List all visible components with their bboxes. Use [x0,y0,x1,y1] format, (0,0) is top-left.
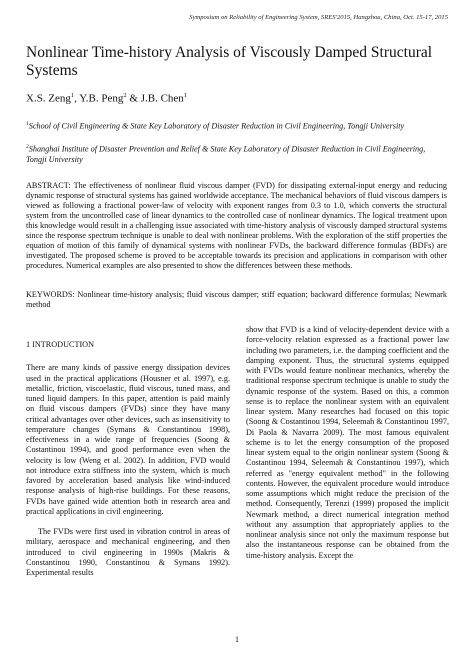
body-paragraph: The FVDs were first used in vibration control in areas of military, aerospace and mechanical engineering, and then introduced to civil engineering in 1990s (Makris & Constantinou 1990, Constantinou & Symans 1992). Experimental results [26,527,230,577]
author-separator: , [74,92,80,105]
author: J.B. Chen [140,92,184,105]
author-affiliation-mark: 1 [183,92,188,99]
affiliation-1 [26,119,446,132]
page-number: 1 [235,635,239,644]
author: Y.B. Peng [79,92,124,105]
paper-title: Nonlinear Time-history Analysis of Viscously Damped Structural Systems [26,44,433,79]
body-paragraph: show that FVD is a kind of velocity-dependent device with a force-velocity relation expressed as a fractional power law including two parameters, i.e. the damping coefficient and the damping exponent. Thus, the structural systems equipped with FVDs would feature nonlinear mechanics, whereby the traditional response spectrum technique is unable to study the dynamic response of the system. Based on this, a common sense is to replace the nonlinear system with an equivalent linear system. Many researches had focused on this topic (Soong & Costantinou 1994, Seleemah & Constantinou 1997, Di Paola & Navarra 2009). The most famous equivalent scheme is to let the energy consumption of the proposed linear system equal to the origin nonlinear system (Soong & Costantinou 1994, Seleemah & Constantinou 1997), which referred as "energy equivalent method" in the following contents. However, the equivalent procedure would introduce some assumptions which might reduce the precision of the method. Consequently, Terenzi (1999) proposed the implicit Newmark method, a direct numerical integration method without any assumption that appropriately applies to the nonlinear analysis since not only the maximum response but also the instantaneous response can be obtained from the time-history analysis. Except the [246,325,449,560]
running-header: Symposium on Reliability of Engineering System, SRES'2015, Hangzhou, China, Oct. 15-17, 2015 [189,14,448,21]
author-separator: & [126,92,141,105]
abstract: ABSTRACT: The effectiveness of nonlinear fluid viscous damper (FVD) for dissipating external-input energy and reducing dynamic response of structural systems has gained worldwide acceptance. The mechanical behaviors of fluid viscous dampers is viewed as following a fractional power-law of velocity with exponent ranges from 0.3 to 1.0, which converts the structural system from the uncontrolled case of linear dynamics to the controlled case of nonlinear dynamics. The logical treatment upon this knowledge would result in a challenging issue associated with time-history analysis of viscously damped structural systems since the response spectrum technique is unable to deal with nonlinear problems. With the exploration of the stiff properties the equation of motion of this family of dynamical systems with nonlinear FVDs, the backward difference formulas (BDFs) are investigated. The proposed scheme is proved to be acceptable towards its precision and applications in comparison with other procedures. Numerical examples are also presented to show the differences between these methods. [26,181,447,270]
affiliation-text: School of Civil Engineering & State Key Laboratory of Disaster Reduction in Civil Engineering, Tongji University [28,121,405,131]
author-affiliation-mark: 2 [123,92,127,99]
author: X.S. Zeng [26,92,71,105]
right-column [246,325,449,561]
affiliation-text: Shanghai Institute of Disaster Prevention and Relief & State Key Laboratory of Disaster Reduction in Civil Engineering, Tongji University [26,144,426,164]
body-paragraph: There are many kinds of passive energy dissipation devices used in the practical applications (Housner et al. 1997), e.g. metallic, friction, viscoelastic, fluid viscous, tuned mass, and tuned liquid dampers. In this paper, attention is paid mainly on fluid viscous dampers (FVDs) since they have many critical advantages over other devices, such as insensitivity to temperature changes (Symans & Constantinou 1998), effectiveness in a wide range of frequencies (Soong & Costantinou 1994), and good performance even when the velocity is low (Weng et al. 2002). In addition, FVD would not introduce extra stiffness into the system, which is much favored by acceleration based analysis like wind-induced response analysis of high-rise buildings. For these reasons, FVDs have gained wide attention both in research area and practical applications in civil engineering. [26,363,230,516]
affiliation-mark: 1 [26,121,29,127]
affiliation-mark: 2 [26,144,29,150]
section-title: 1 INTRODUCTION [26,340,94,349]
author-affiliation-mark: 1 [70,92,75,99]
keywords: KEYWORDS: Nonlinear time-history analysis; fluid viscous damper; stiff equation; backward difference formulas; Newmark method [26,290,447,309]
author-list [26,92,187,105]
affiliation-2 [26,142,446,165]
left-column [26,325,230,578]
